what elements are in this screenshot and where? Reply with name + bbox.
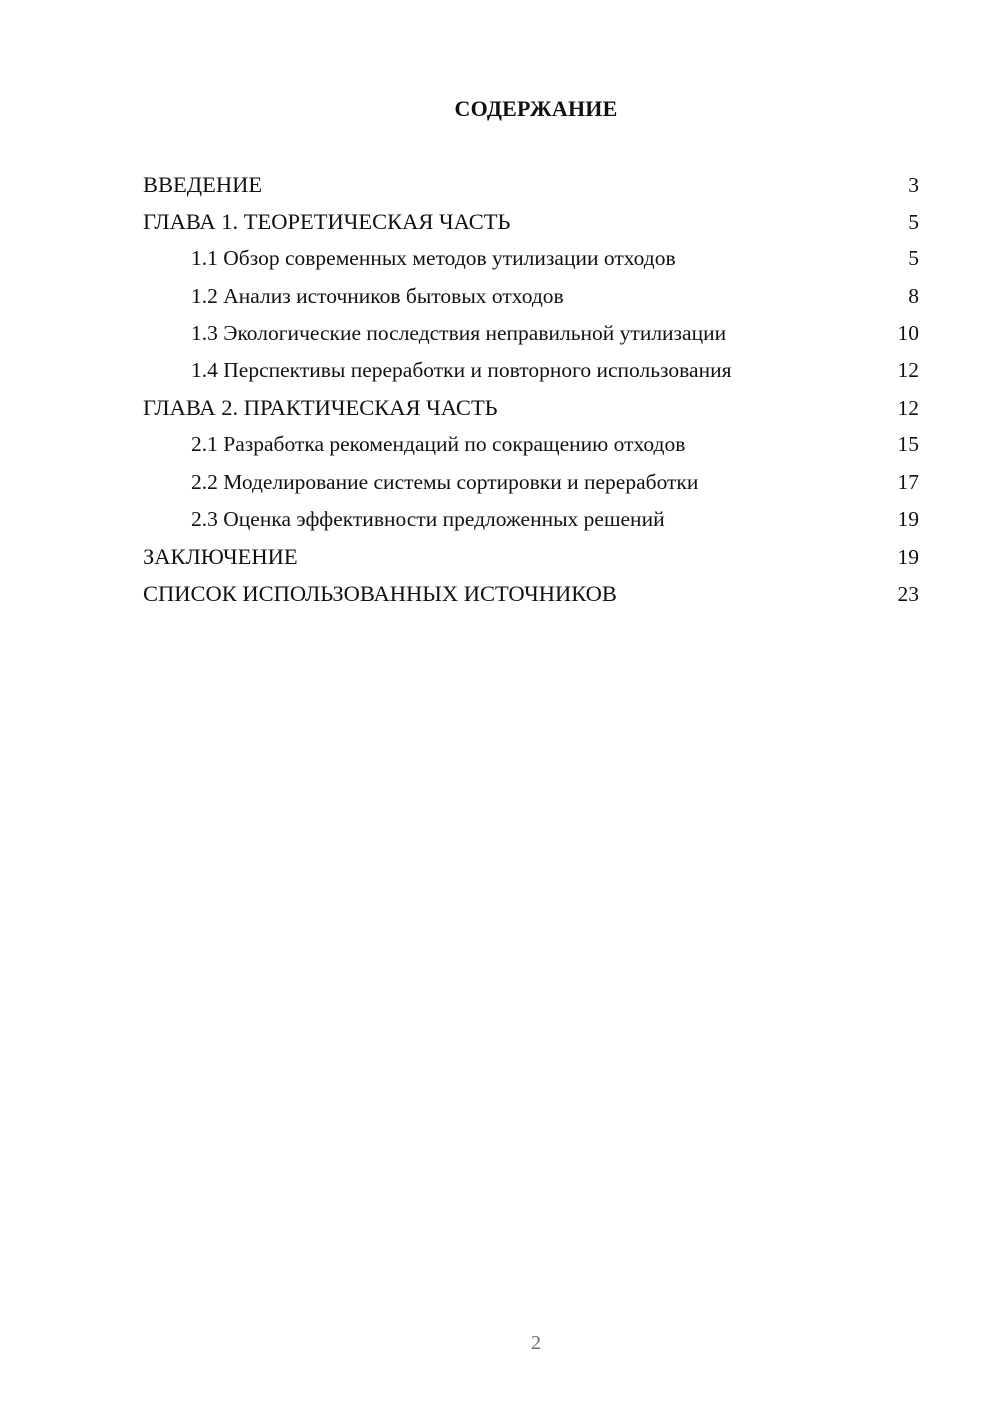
toc-entry-label: ГЛАВА 2. ПРАКТИЧЕСКАЯ ЧАСТЬ <box>143 395 498 421</box>
table-of-contents <box>143 166 919 612</box>
toc-entry-label: 1.1 Обзор современных методов утилизации отходов <box>191 246 676 271</box>
toc-entry-section-2-2[interactable] <box>143 464 919 501</box>
toc-entry-label: 1.3 Экологические последствия неправильной утилизации <box>191 320 727 345</box>
toc-entry-page: 23 <box>897 582 919 607</box>
toc-entry-page: 19 <box>897 544 919 569</box>
toc-entry-page: 5 <box>908 246 919 271</box>
toc-entry-page: 3 <box>908 173 919 197</box>
toc-entry-label: СПИСОК ИСПОЛЬЗОВАННЫХ ИСТОЧНИКОВ <box>143 581 617 607</box>
page-number <box>0 1332 1000 1355</box>
toc-entry-label: ГЛАВА 1. ТЕОРЕТИЧЕСКАЯ ЧАСТЬ <box>143 209 511 235</box>
toc-entry-chapter-2[interactable] <box>143 389 919 426</box>
toc-entry-page: 17 <box>897 469 919 494</box>
toc-entry-label: 1.2 Анализ источников бытовых отходов <box>191 283 564 308</box>
toc-entry-section-2-1[interactable] <box>143 426 919 463</box>
toc-entry-page: 15 <box>897 432 919 457</box>
toc-entry-page: 5 <box>908 210 919 235</box>
toc-entry-page: 10 <box>897 320 919 345</box>
page-title: СОДЕРЖАНИЕ <box>454 96 618 121</box>
toc-entry-page: 12 <box>897 357 919 382</box>
toc-entry-chapter-1[interactable] <box>143 203 919 240</box>
toc-entry-introduction[interactable] <box>143 166 919 203</box>
toc-entry-label: ВВЕДЕНИЕ <box>143 172 263 197</box>
toc-entry-section-2-3[interactable] <box>143 501 919 538</box>
toc-entry-label: 2.3 Оценка эффективности предложенных решений <box>191 506 665 531</box>
toc-entry-page: 19 <box>897 506 919 531</box>
toc-entry-references[interactable] <box>143 575 919 612</box>
toc-entry-label: ЗАКЛЮЧЕНИЕ <box>143 543 298 569</box>
toc-entry-conclusion[interactable] <box>143 538 919 575</box>
toc-entry-label: 2.2 Моделирование системы сортировки и переработки <box>191 469 699 494</box>
toc-entry-label: 2.1 Разработка рекомендаций по сокращению отходов <box>191 432 686 457</box>
toc-entry-section-1-1[interactable] <box>143 240 919 277</box>
toc-entry-page: 8 <box>908 283 919 308</box>
toc-entry-section-1-3[interactable] <box>143 315 919 352</box>
toc-entry-label: 1.4 Перспективы переработки и повторного использования <box>191 357 732 382</box>
page-number-text: 2 <box>531 1332 541 1354</box>
toc-entry-page: 12 <box>897 396 919 421</box>
toc-entry-section-1-4[interactable] <box>143 352 919 389</box>
toc-title-wrapper <box>0 96 1000 122</box>
toc-entry-section-1-2[interactable] <box>143 278 919 315</box>
